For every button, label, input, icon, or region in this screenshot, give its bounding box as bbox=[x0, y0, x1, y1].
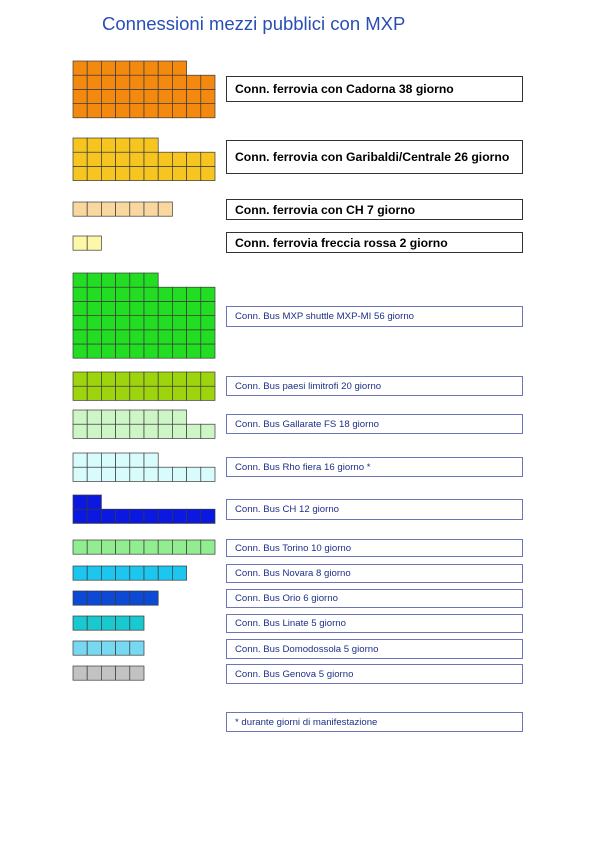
unit-square bbox=[116, 166, 130, 180]
category-label: Conn. ferrovia freccia rossa 2 giorno bbox=[235, 235, 448, 250]
unit-square bbox=[144, 166, 158, 180]
unit-square bbox=[73, 236, 87, 250]
unit-square bbox=[158, 467, 172, 481]
unit-square bbox=[87, 495, 101, 509]
unit-square bbox=[144, 61, 158, 75]
unit-square bbox=[144, 89, 158, 103]
unit-square bbox=[87, 666, 101, 680]
bar-group bbox=[73, 410, 215, 438]
unit-square bbox=[101, 591, 115, 605]
unit-square bbox=[73, 509, 87, 523]
unit-square bbox=[130, 104, 144, 118]
unit-square bbox=[130, 152, 144, 166]
unit-square bbox=[87, 138, 101, 152]
unit-square bbox=[116, 566, 130, 580]
unit-square bbox=[116, 287, 130, 301]
unit-square bbox=[158, 152, 172, 166]
unit-square bbox=[172, 509, 186, 523]
unit-square bbox=[172, 344, 186, 358]
unit-square bbox=[101, 287, 115, 301]
unit-square bbox=[73, 540, 87, 554]
unit-square bbox=[101, 641, 115, 655]
unit-square bbox=[144, 566, 158, 580]
unit-square bbox=[101, 104, 115, 118]
category-label-box bbox=[226, 589, 523, 608]
unit-square bbox=[172, 166, 186, 180]
unit-square bbox=[172, 75, 186, 89]
bar-group bbox=[73, 566, 187, 580]
unit-square bbox=[116, 509, 130, 523]
unit-square bbox=[116, 540, 130, 554]
unit-square bbox=[172, 467, 186, 481]
category-label-box bbox=[226, 376, 523, 396]
unit-square bbox=[87, 330, 101, 344]
unit-square bbox=[116, 89, 130, 103]
unit-square bbox=[130, 641, 144, 655]
unit-square bbox=[87, 467, 101, 481]
category-label: Conn. ferrovia con CH 7 giorno bbox=[235, 202, 416, 217]
unit-square bbox=[158, 89, 172, 103]
unit-square bbox=[144, 453, 158, 467]
unit-square bbox=[87, 273, 101, 287]
unit-square bbox=[144, 104, 158, 118]
unit-square bbox=[187, 152, 201, 166]
unit-square bbox=[116, 666, 130, 680]
bar-group bbox=[73, 495, 215, 523]
unit-square bbox=[101, 372, 115, 386]
category-label-box bbox=[226, 499, 523, 520]
unit-square bbox=[101, 330, 115, 344]
category-label: Conn. Bus Genova 5 giorno bbox=[235, 668, 354, 680]
unit-square bbox=[73, 666, 87, 680]
bar-group bbox=[73, 236, 101, 250]
unit-square bbox=[73, 386, 87, 400]
unit-square bbox=[201, 166, 215, 180]
unit-square bbox=[201, 152, 215, 166]
footnote-text: * durante giorni di manifestazione bbox=[235, 716, 378, 728]
unit-square bbox=[187, 540, 201, 554]
unit-square bbox=[73, 616, 87, 630]
unit-square bbox=[158, 202, 172, 216]
unit-square bbox=[172, 330, 186, 344]
unit-square bbox=[130, 61, 144, 75]
bar-group bbox=[73, 540, 215, 554]
unit-square bbox=[116, 330, 130, 344]
unit-square bbox=[158, 344, 172, 358]
footnote-box bbox=[226, 712, 523, 732]
unit-square bbox=[101, 89, 115, 103]
unit-square bbox=[101, 616, 115, 630]
bar-group bbox=[73, 202, 172, 216]
unit-square bbox=[172, 301, 186, 315]
unit-square bbox=[101, 301, 115, 315]
unit-square bbox=[130, 410, 144, 424]
unit-square bbox=[130, 424, 144, 438]
unit-square bbox=[172, 316, 186, 330]
unit-square bbox=[158, 372, 172, 386]
unit-square bbox=[130, 591, 144, 605]
unit-square bbox=[73, 316, 87, 330]
unit-square bbox=[158, 509, 172, 523]
unit-square bbox=[87, 372, 101, 386]
category-label-box bbox=[226, 414, 523, 434]
unit-square bbox=[144, 287, 158, 301]
unit-square bbox=[144, 467, 158, 481]
unit-square bbox=[73, 287, 87, 301]
unit-square bbox=[73, 273, 87, 287]
bar-group bbox=[73, 591, 158, 605]
unit-square bbox=[73, 495, 87, 509]
bar-group bbox=[73, 138, 215, 181]
category-label: Conn. Bus Orio 6 giorno bbox=[235, 593, 338, 604]
category-label-box bbox=[226, 664, 523, 684]
unit-square bbox=[201, 89, 215, 103]
unit-square bbox=[101, 453, 115, 467]
unit-square bbox=[130, 467, 144, 481]
unit-square bbox=[201, 509, 215, 523]
unit-square bbox=[130, 330, 144, 344]
unit-square bbox=[101, 138, 115, 152]
unit-square bbox=[187, 166, 201, 180]
unit-square bbox=[130, 540, 144, 554]
unit-square bbox=[172, 152, 186, 166]
unit-square bbox=[144, 273, 158, 287]
unit-square bbox=[144, 509, 158, 523]
unit-square bbox=[116, 152, 130, 166]
unit-square bbox=[73, 89, 87, 103]
unit-square bbox=[201, 467, 215, 481]
category-label: Conn. ferrovia con Garibaldi/Centrale 26 giorno bbox=[235, 150, 510, 164]
bar-group bbox=[73, 616, 144, 630]
unit-square bbox=[87, 641, 101, 655]
unit-square bbox=[201, 344, 215, 358]
unit-square bbox=[87, 202, 101, 216]
unit-square bbox=[73, 75, 87, 89]
unit-square bbox=[144, 316, 158, 330]
unit-square bbox=[201, 424, 215, 438]
unit-square bbox=[101, 566, 115, 580]
unit-square bbox=[87, 75, 101, 89]
unit-square bbox=[172, 89, 186, 103]
unit-square bbox=[101, 75, 115, 89]
unit-square bbox=[116, 386, 130, 400]
unit-square bbox=[158, 287, 172, 301]
unit-square bbox=[201, 75, 215, 89]
category-label-box bbox=[226, 539, 523, 557]
unit-square bbox=[144, 138, 158, 152]
unit-square bbox=[144, 540, 158, 554]
unit-square bbox=[73, 344, 87, 358]
unit-square bbox=[87, 287, 101, 301]
unit-square bbox=[130, 287, 144, 301]
unit-square bbox=[87, 301, 101, 315]
unit-square bbox=[158, 424, 172, 438]
unit-square bbox=[116, 372, 130, 386]
category-label: Conn. Bus MXP shuttle MXP-MI 56 giorno bbox=[235, 311, 414, 322]
unit-square bbox=[172, 386, 186, 400]
unit-square bbox=[187, 372, 201, 386]
unit-square bbox=[116, 344, 130, 358]
unit-square bbox=[116, 301, 130, 315]
unit-square bbox=[130, 666, 144, 680]
unit-square bbox=[101, 424, 115, 438]
unit-square bbox=[101, 386, 115, 400]
unit-square bbox=[158, 316, 172, 330]
category-label: Conn. Bus paesi limitrofi 20 giorno bbox=[235, 380, 382, 392]
unit-square bbox=[158, 330, 172, 344]
unit-square bbox=[116, 104, 130, 118]
unit-square bbox=[201, 316, 215, 330]
unit-square bbox=[130, 273, 144, 287]
unit-square bbox=[116, 410, 130, 424]
unit-square bbox=[87, 344, 101, 358]
unit-square bbox=[158, 540, 172, 554]
unit-square bbox=[87, 152, 101, 166]
category-label-box bbox=[226, 614, 523, 633]
unit-square bbox=[101, 509, 115, 523]
unit-square bbox=[130, 166, 144, 180]
unit-square bbox=[87, 236, 101, 250]
unit-square bbox=[87, 566, 101, 580]
unit-square bbox=[73, 410, 87, 424]
bar-group bbox=[73, 61, 215, 118]
unit-square bbox=[187, 330, 201, 344]
unit-square bbox=[73, 166, 87, 180]
unit-square bbox=[73, 467, 87, 481]
unit-square bbox=[87, 453, 101, 467]
unit-square bbox=[116, 591, 130, 605]
unit-square bbox=[172, 104, 186, 118]
unit-square bbox=[116, 273, 130, 287]
unit-square bbox=[101, 666, 115, 680]
unit-square bbox=[201, 287, 215, 301]
unit-square bbox=[144, 386, 158, 400]
unit-square bbox=[116, 467, 130, 481]
unit-square bbox=[201, 104, 215, 118]
bar-group bbox=[73, 641, 144, 655]
unit-square bbox=[73, 453, 87, 467]
unit-square bbox=[130, 89, 144, 103]
unit-square bbox=[87, 424, 101, 438]
unit-square bbox=[101, 166, 115, 180]
unit-square bbox=[158, 566, 172, 580]
unit-square bbox=[87, 316, 101, 330]
bar-group bbox=[73, 453, 215, 481]
unit-square bbox=[73, 138, 87, 152]
unit-square bbox=[130, 509, 144, 523]
unit-square bbox=[73, 372, 87, 386]
category-label-box bbox=[226, 76, 523, 102]
unit-square bbox=[201, 372, 215, 386]
category-label: Conn. Bus Rho fiera 16 giorno * bbox=[235, 461, 371, 473]
unit-square bbox=[187, 424, 201, 438]
unit-square bbox=[101, 410, 115, 424]
unit-square bbox=[144, 152, 158, 166]
unit-square bbox=[172, 287, 186, 301]
unit-square bbox=[87, 591, 101, 605]
unit-square bbox=[101, 344, 115, 358]
category-label: Conn. Bus Domodossola 5 giorno bbox=[235, 643, 379, 655]
category-label-box bbox=[226, 232, 523, 253]
category-label: Conn. ferrovia con Cadorna 38 giorno bbox=[235, 82, 454, 96]
unit-square bbox=[116, 641, 130, 655]
unit-square bbox=[101, 316, 115, 330]
unit-square bbox=[172, 566, 186, 580]
unit-square bbox=[158, 386, 172, 400]
unit-square bbox=[87, 104, 101, 118]
unit-square bbox=[130, 386, 144, 400]
unit-square bbox=[158, 104, 172, 118]
unit-square bbox=[73, 301, 87, 315]
unit-square bbox=[144, 75, 158, 89]
bar-group bbox=[73, 666, 144, 680]
unit-square bbox=[87, 410, 101, 424]
category-label-box bbox=[226, 564, 523, 583]
unit-square bbox=[144, 424, 158, 438]
category-label: Conn. Bus CH 12 giorno bbox=[235, 504, 339, 515]
unit-square bbox=[158, 75, 172, 89]
category-label-box bbox=[226, 140, 523, 174]
unit-square bbox=[144, 344, 158, 358]
unit-square bbox=[130, 344, 144, 358]
unit-square bbox=[130, 316, 144, 330]
unit-square bbox=[87, 386, 101, 400]
unit-square bbox=[201, 330, 215, 344]
unit-square bbox=[73, 330, 87, 344]
unit-square bbox=[116, 138, 130, 152]
category-label: Conn. Bus Linate 5 giorno bbox=[235, 618, 346, 629]
category-label-box bbox=[226, 457, 523, 477]
unit-square bbox=[116, 316, 130, 330]
unit-square bbox=[187, 316, 201, 330]
unit-square bbox=[158, 301, 172, 315]
unit-square bbox=[187, 301, 201, 315]
unit-square bbox=[144, 202, 158, 216]
bar-group bbox=[73, 372, 215, 400]
unit-square bbox=[101, 61, 115, 75]
unit-square bbox=[87, 616, 101, 630]
unit-square bbox=[130, 372, 144, 386]
unit-square bbox=[116, 75, 130, 89]
unit-square bbox=[87, 89, 101, 103]
unit-square bbox=[201, 540, 215, 554]
category-label: Conn. Bus Torino 10 giorno bbox=[235, 542, 352, 554]
unit-square bbox=[130, 202, 144, 216]
category-label: Conn. Bus Novara 8 giorno bbox=[235, 568, 351, 579]
unit-square bbox=[73, 641, 87, 655]
unit-square bbox=[130, 138, 144, 152]
unit-square bbox=[87, 166, 101, 180]
unit-square bbox=[144, 372, 158, 386]
unit-square bbox=[87, 509, 101, 523]
unit-square bbox=[130, 301, 144, 315]
unit-square bbox=[101, 467, 115, 481]
unit-square bbox=[101, 152, 115, 166]
unit-square bbox=[187, 344, 201, 358]
unit-square bbox=[201, 301, 215, 315]
unit-square bbox=[130, 453, 144, 467]
unit-square bbox=[187, 509, 201, 523]
unit-square bbox=[187, 467, 201, 481]
unit-square bbox=[116, 61, 130, 75]
unit-square bbox=[87, 540, 101, 554]
unit-square bbox=[187, 104, 201, 118]
unit-square bbox=[201, 386, 215, 400]
unit-square bbox=[172, 61, 186, 75]
unit-square bbox=[187, 89, 201, 103]
unit-square bbox=[116, 616, 130, 630]
unit-square bbox=[144, 301, 158, 315]
unit-square bbox=[116, 424, 130, 438]
unit-square bbox=[73, 61, 87, 75]
unit-square bbox=[87, 61, 101, 75]
unit-square bbox=[172, 410, 186, 424]
unit-square bbox=[130, 566, 144, 580]
category-label-box bbox=[226, 199, 523, 220]
unit-square bbox=[73, 566, 87, 580]
unit-square bbox=[172, 372, 186, 386]
unit-square bbox=[172, 540, 186, 554]
unit-square bbox=[158, 61, 172, 75]
category-label-box bbox=[226, 306, 523, 327]
unit-square bbox=[187, 75, 201, 89]
unit-square bbox=[73, 152, 87, 166]
unit-square bbox=[130, 616, 144, 630]
bar-group bbox=[73, 273, 215, 358]
unit-square bbox=[158, 410, 172, 424]
unit-square bbox=[101, 202, 115, 216]
unit-square bbox=[73, 202, 87, 216]
unit-square bbox=[144, 330, 158, 344]
unit-square bbox=[130, 75, 144, 89]
unit-square bbox=[101, 540, 115, 554]
unit-square bbox=[158, 166, 172, 180]
unit-square bbox=[116, 453, 130, 467]
unit-square bbox=[73, 424, 87, 438]
unit-square bbox=[144, 410, 158, 424]
unit-square bbox=[116, 202, 130, 216]
category-label: Conn. Bus Gallarate FS 18 giorno bbox=[235, 418, 379, 430]
unit-square bbox=[187, 386, 201, 400]
unit-square bbox=[172, 424, 186, 438]
page-title: Connessioni mezzi pubblici con MXP bbox=[102, 13, 406, 34]
unit-square bbox=[73, 104, 87, 118]
category-label-box bbox=[226, 639, 523, 659]
unit-square bbox=[144, 591, 158, 605]
unit-square bbox=[101, 273, 115, 287]
unit-square bbox=[73, 591, 87, 605]
unit-square bbox=[187, 287, 201, 301]
